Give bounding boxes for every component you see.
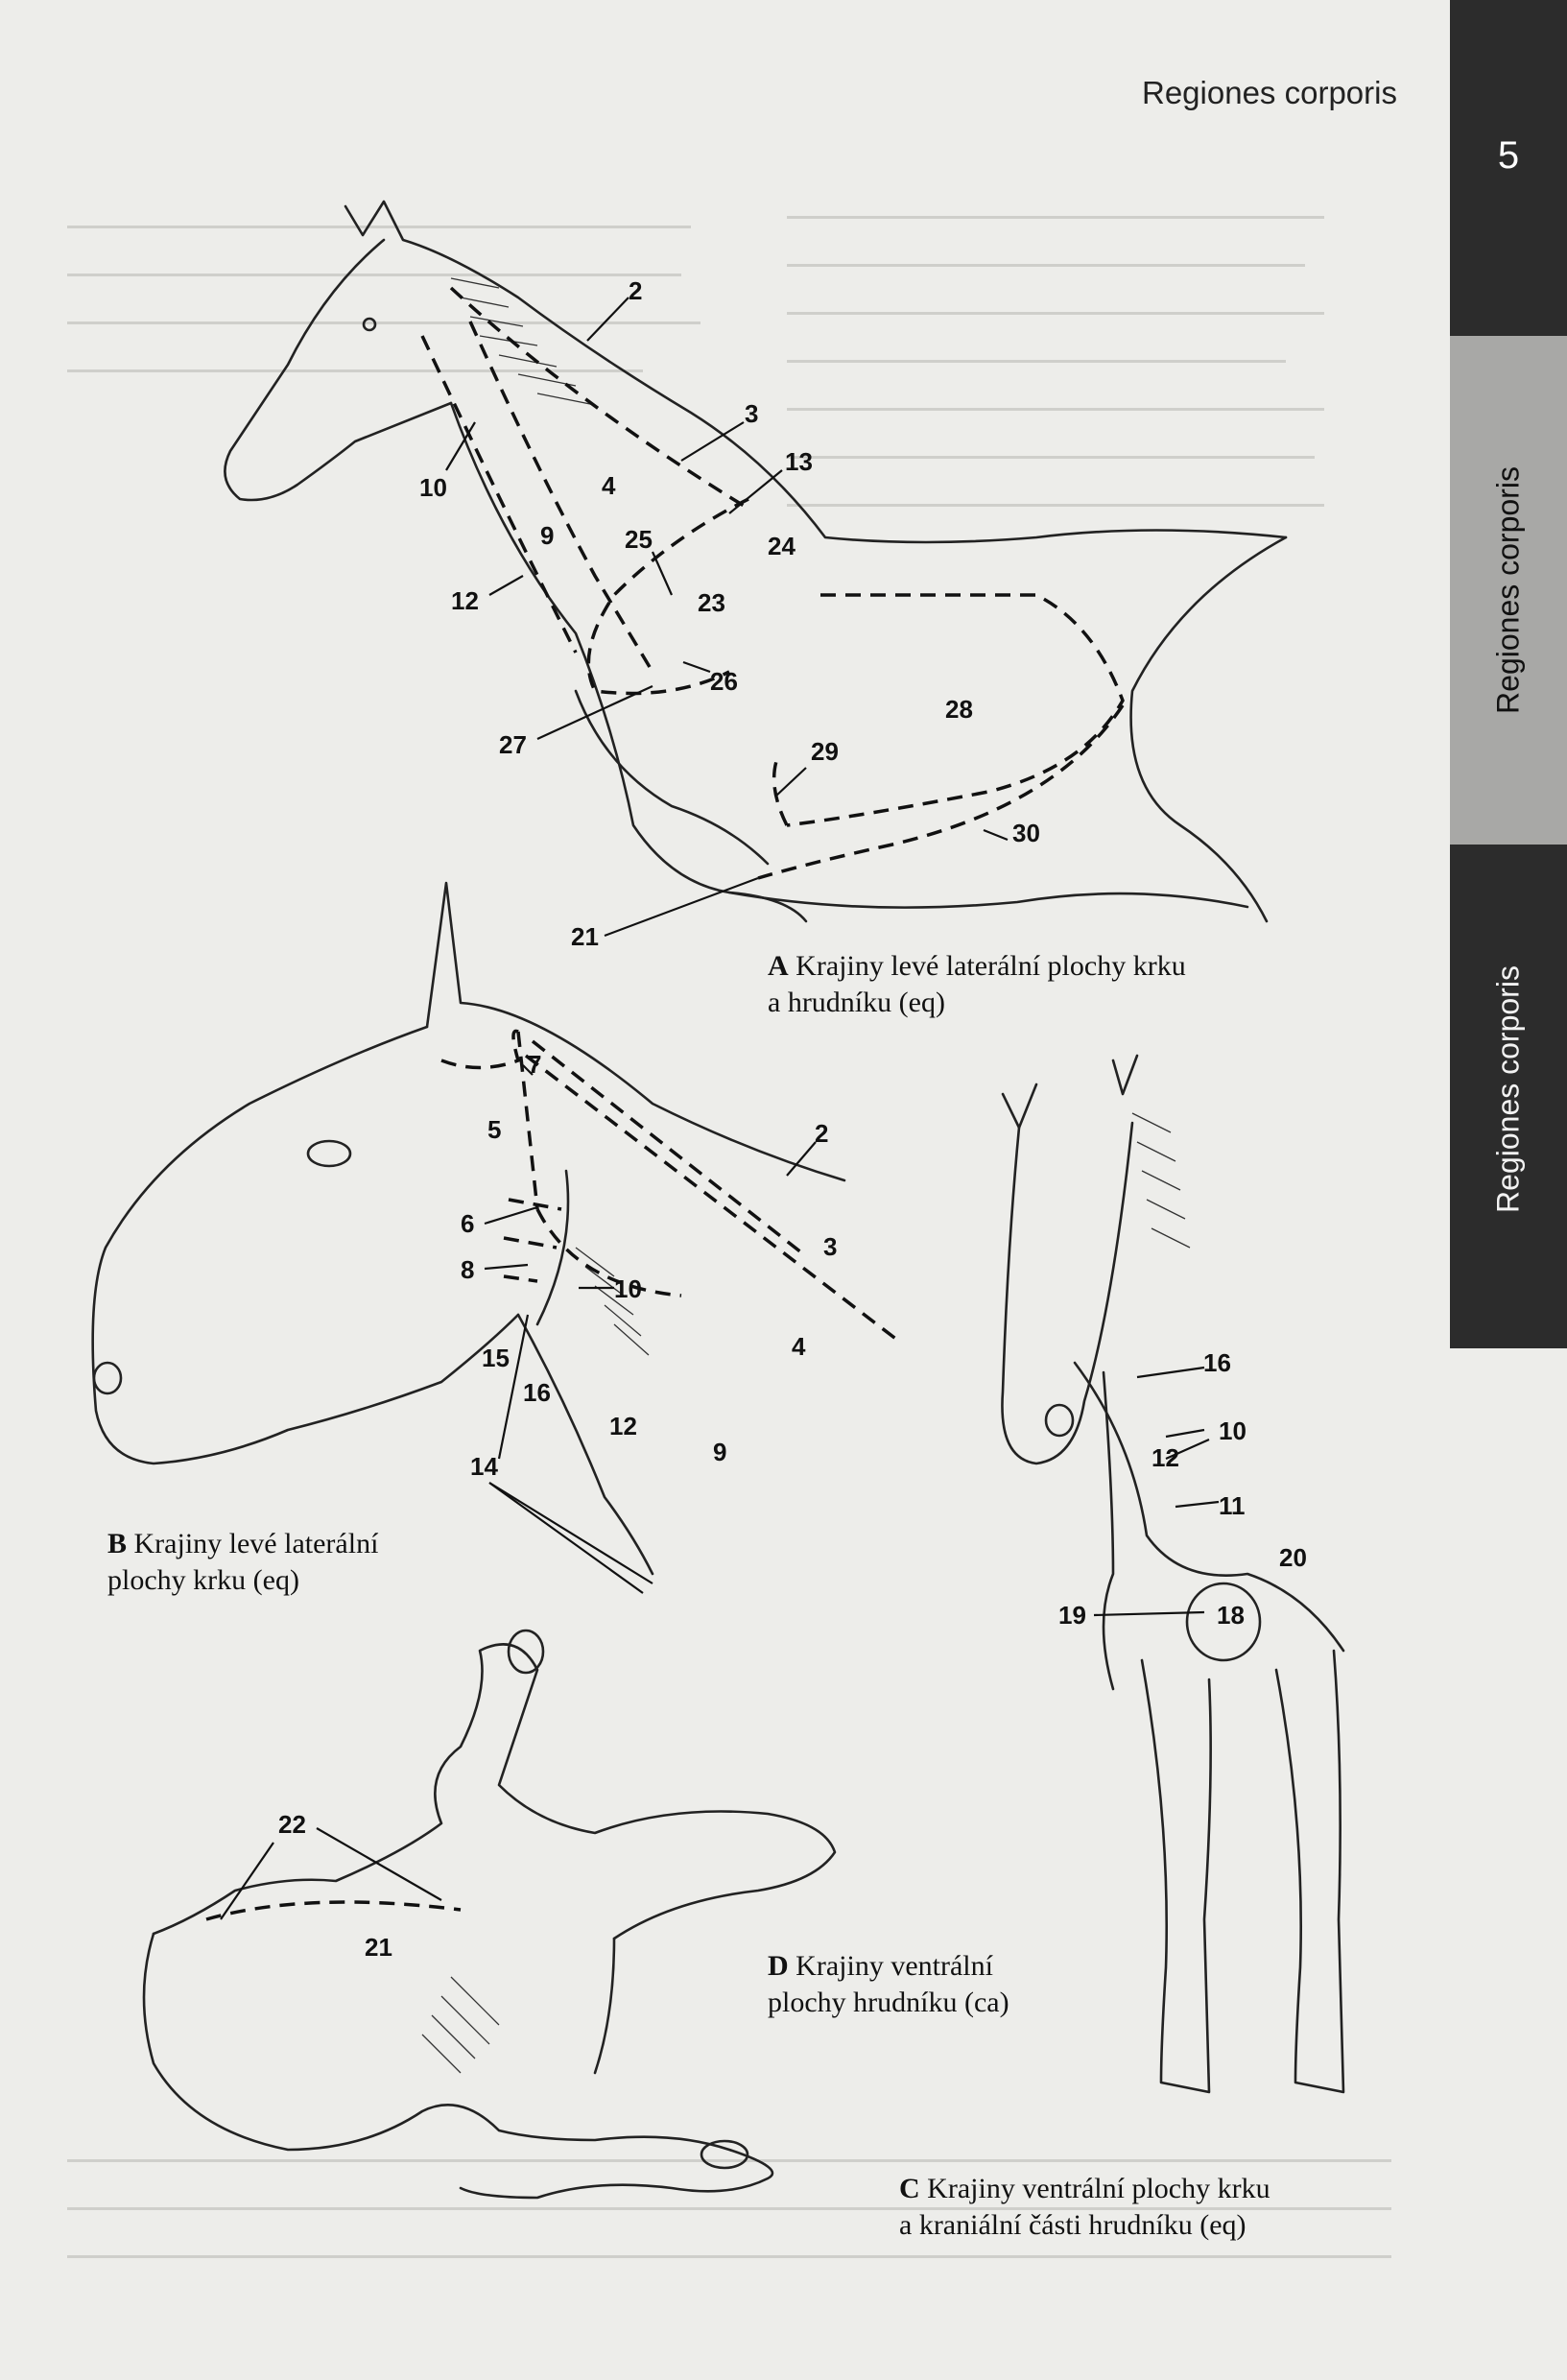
caption-b — [107, 1526, 378, 1599]
fig-b-label: 10 — [614, 1274, 642, 1303]
caption-c-line2: a kraniální části hrudníku (eq) — [899, 2209, 1246, 2241]
fig-a-label: 13 — [785, 447, 813, 476]
caption-b-line2: plochy krku (eq) — [107, 1564, 299, 1596]
fig-a-label: 3 — [745, 399, 759, 428]
fig-a-label: 2 — [629, 276, 643, 305]
fig-a-label: 25 — [625, 525, 653, 554]
running-header: Regiones corporis — [1142, 75, 1397, 110]
fig-a-label: 9 — [540, 521, 555, 550]
fig-a-label: 27 — [499, 730, 527, 759]
caption-a-line2: a hrudníku (eq) — [768, 987, 945, 1018]
fig-b-label: 4 — [792, 1332, 806, 1361]
caption-d — [768, 1948, 1009, 2021]
fig-d-label: 22 — [278, 1810, 306, 1839]
fig-b-label: 8 — [461, 1255, 475, 1284]
fig-c-label: 20 — [1279, 1543, 1307, 1572]
chapter-number: 5 — [1497, 134, 1520, 177]
fig-b-label: 6 — [461, 1209, 475, 1238]
caption-d-line2: plochy hrudníku (ca) — [768, 1987, 1009, 2018]
caption-d-line1: Krajiny ventrální — [795, 1950, 993, 1982]
fig-a-label: 4 — [602, 471, 616, 500]
fig-a-label: 10 — [419, 473, 447, 502]
figure-c-horse-front — [1002, 1056, 1343, 2092]
fig-b-label: 14 — [470, 1452, 498, 1481]
fig-c-label: 16 — [1203, 1348, 1231, 1377]
caption-a-letter: A — [768, 950, 789, 982]
fig-a-label: 23 — [698, 588, 725, 617]
fig-b-label: 7 — [528, 1050, 542, 1079]
figure-d-dog-ventral — [144, 1630, 835, 2198]
caption-c-letter: C — [899, 2173, 920, 2204]
fig-a-label: 24 — [768, 532, 795, 560]
fig-a-label: 28 — [945, 695, 973, 724]
fig-b-label: 15 — [482, 1344, 510, 1372]
chapter-tab-label-lower: Regiones corporis — [1490, 965, 1526, 1213]
fig-d-label: 21 — [365, 1933, 392, 1962]
caption-d-letter: D — [768, 1950, 789, 1982]
fig-b-label: 5 — [487, 1115, 502, 1144]
fig-a-label: 26 — [710, 667, 738, 696]
caption-c-line1: Krajiny ventrální plochy krku — [927, 2173, 1270, 2204]
fig-c-label: 19 — [1058, 1601, 1086, 1630]
fig-b-label: 2 — [815, 1119, 829, 1148]
fig-c-label: 18 — [1217, 1601, 1245, 1630]
fig-b-label: 16 — [523, 1378, 551, 1407]
fig-b-label: 12 — [609, 1412, 637, 1440]
fig-c-label: 12 — [1152, 1443, 1179, 1472]
fig-b-label: 9 — [713, 1438, 727, 1466]
fig-a-label: 12 — [451, 586, 479, 615]
caption-a — [768, 948, 1186, 1021]
chapter-tab-label-upper: Regiones corporis — [1490, 466, 1526, 714]
fig-a-label: 29 — [811, 737, 839, 766]
caption-b-line1: Krajiny levé laterální — [133, 1528, 379, 1559]
fig-a-label: 21 — [571, 922, 599, 951]
fig-c-label: 11 — [1219, 1491, 1246, 1520]
caption-b-letter: B — [107, 1528, 128, 1559]
caption-a-line1: Krajiny levé laterální plochy krku — [795, 950, 1186, 982]
fig-c-label: 10 — [1219, 1416, 1246, 1445]
fig-b-label: 3 — [823, 1232, 838, 1261]
fig-a-label: 30 — [1012, 819, 1040, 847]
caption-c — [899, 2171, 1270, 2244]
figure-a-horse-lateral — [225, 202, 1286, 951]
